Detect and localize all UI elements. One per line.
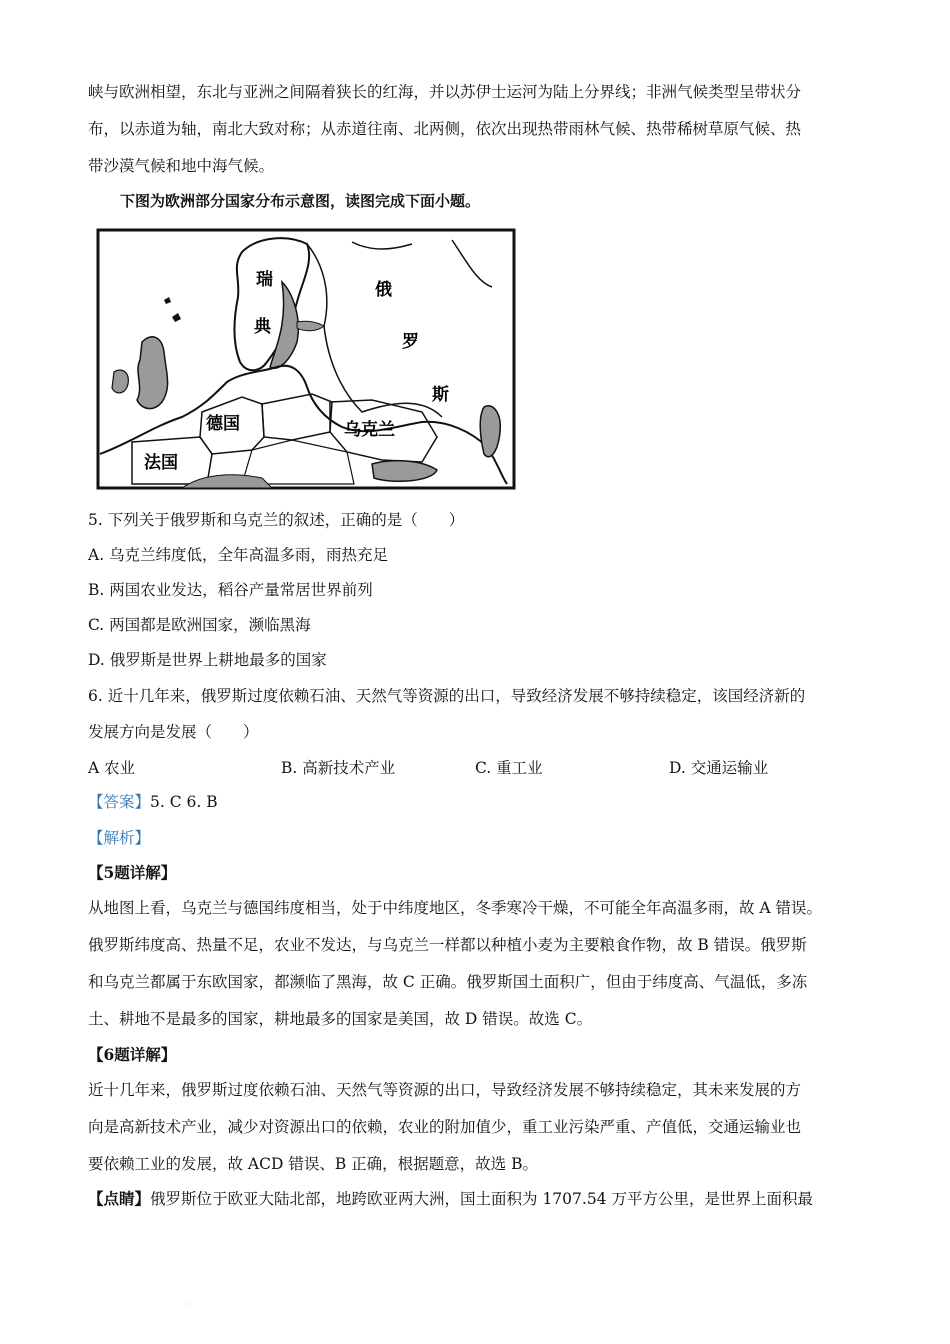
q5-option-d: D. 俄罗斯是世界上耕地最多的国家 (88, 651, 327, 669)
q6-stem-1: 6. 近十几年来，俄罗斯过度依赖石油、天然气等资源的出口，导致经济发展不够持续稳定，该国经济新的 (88, 687, 806, 705)
britain-shape (137, 337, 168, 409)
map-label-france: 法国 (144, 453, 178, 472)
map-label-sweden-2: 典 (254, 317, 271, 336)
intro-line-1: 峡与欧洲相望，东北与亚洲之间隔着狭长的红海，并以苏伊士运河为陆上分界线；非洲气候类型呈带状分 (88, 83, 802, 101)
footer-mark: · (188, 1300, 191, 1309)
detail6-line-1: 近十几年来，俄罗斯过度依赖石油、天然气等资源的出口，导致经济发展不够持续稳定，其未来发展的方 (88, 1081, 802, 1099)
q6-option-d: D. 交通运输业 (669, 759, 769, 777)
europe-map-figure (92, 222, 522, 494)
q6-stem-2: 发展方向是发展（ ） (88, 723, 259, 741)
map-label-russia-2: 罗 (402, 332, 419, 351)
detail5-title: 【5题详解】 (88, 863, 177, 882)
answer-label: 【答案】 (88, 793, 151, 811)
detail5-line-3: 和乌克兰都属于东欧国家，都濒临了黑海，故 C 正确。俄罗斯国土面积广，但由于纬度高、气温低，多冻 (88, 973, 808, 991)
map-label-ukraine: 乌克兰 (344, 420, 395, 439)
q6-option-a: A 农业 (88, 759, 136, 777)
answer-line (88, 792, 218, 812)
q5-option-b: B. 两国农业发达，稻谷产量常居世界前列 (88, 581, 373, 599)
detail6-line-3: 要依赖工业的发展，故 ACD 错误、B 正确，根据题意，故选 B。 (88, 1155, 538, 1173)
detail6-line-2: 向是高新技术产业，减少对资源出口的依赖，农业的附加值少，重工业污染严重、产值低，交通运输业也 (88, 1118, 802, 1136)
map-prompt: 下图为欧洲部分国家分布示意图，读图完成下面小题。 (120, 192, 481, 210)
detail6-title: 【6题详解】 (88, 1045, 177, 1064)
q5-option-c: C. 两国都是欧洲国家，濒临黑海 (88, 616, 311, 634)
detail5-line-4: 土、耕地不是最多的国家，耕地最多的国家是美国，故 D 错误。故选 C。 (88, 1010, 593, 1028)
map-label-sweden-1: 瑞 (256, 270, 273, 289)
q6-option-c: C. 重工业 (475, 759, 543, 777)
answer-text: 5. C 6. B (150, 793, 218, 811)
map-label-germany: 德国 (206, 414, 240, 433)
q5-stem: 5. 下列关于俄罗斯和乌克兰的叙述，正确的是（ ） (88, 511, 465, 529)
detail5-line-1: 从地图上看，乌克兰与德国纬度相当，处于中纬度地区，冬季寒冷干燥，不可能全年高温多雨，故 A 错误。 (88, 899, 823, 917)
analysis-label: 【解析】 (88, 829, 151, 847)
q6-option-b: B. 高新技术产业 (281, 759, 396, 777)
map-label-russia-3: 斯 (432, 385, 449, 404)
ireland-shape (112, 370, 128, 393)
map-label-russia-1: 俄 (375, 280, 392, 299)
tip-text: 俄罗斯位于欧亚大陆北部，地跨欧亚两大洲，国土面积为 1707.54 万平方公里，是世界上面积最 (150, 1190, 813, 1208)
intro-line-3: 带沙漠气候和地中海气候。 (88, 157, 275, 175)
intro-line-2: 布，以赤道为轴，南北大致对称；从赤道往南、北两侧，依次出现热带雨林气候、热带稀树草原气候、热 (88, 120, 802, 138)
tip-line (88, 1189, 813, 1209)
tip-label: 【点睛】 (88, 1189, 151, 1208)
detail5-line-2: 俄罗斯纬度高、热量不足，农业不发达，与乌克兰一样都以种植小麦为主要粮食作物，故 B 错误。俄罗斯 (88, 936, 807, 954)
q5-option-a: A. 乌克兰纬度低，全年高温多雨，雨热充足 (88, 546, 389, 564)
